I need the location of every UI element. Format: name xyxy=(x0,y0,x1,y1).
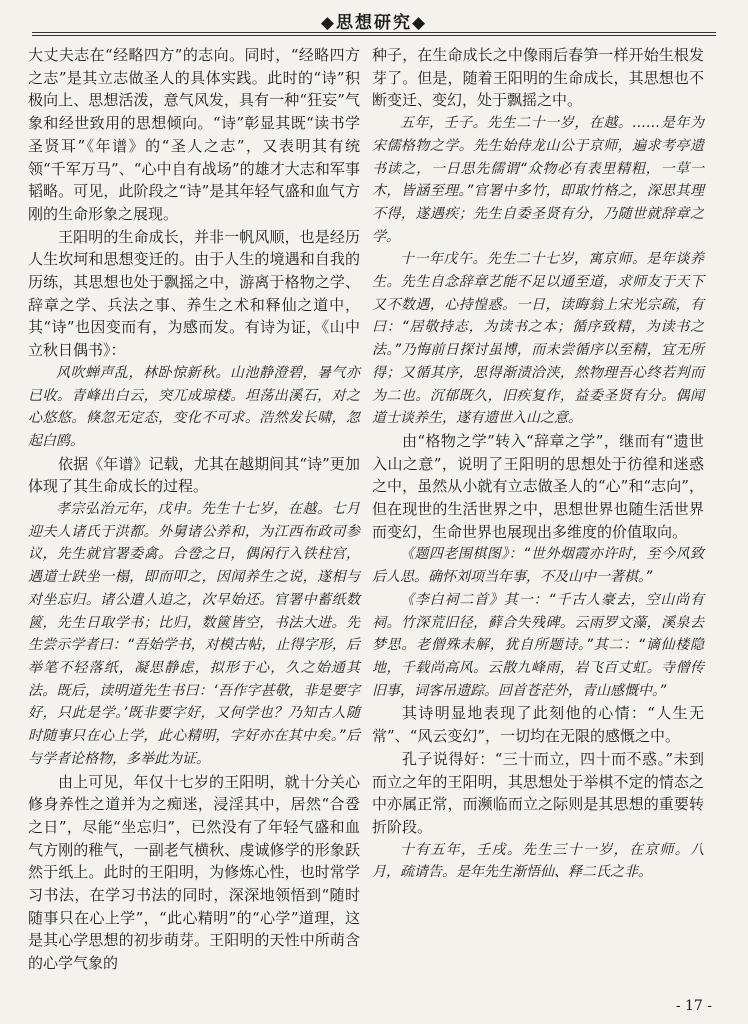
quoted-passage: 《题四老围棋图》：“世外烟霞亦许时，至今风致后人思。确怀刘项当年事，不及山中一著棋。” xyxy=(372,546,704,586)
right-column xyxy=(372,44,704,884)
quoted-passage: 五年，壬子。先生二十一岁，在越。……是年为宋儒格物之学。先生始侍龙山公于京师，遍求考亭遗书读之，一日思先儒谓“众物必有表里精粗，一草一木，皆涵至理。”官署中多竹，即取竹格之，深思其理不得，遂遇疾；先生自委圣贤有分，乃随世就辞章之学。 xyxy=(372,115,704,245)
section-header: ◆思想研究◆ xyxy=(320,13,428,33)
paragraph: 依据《年谱》记载，尤其在越期间其“诗”更加体现了其生命成长的过程。 xyxy=(28,454,360,496)
paragraph: 王阳明的生命成长，并非一帆风顺，也是经历人生坎坷和思想变迁的。由于人生的境遇和自我的历练，其思想也处于飘摇之中，游离于格物之学、辞章之学、兵法之事、养生之术和释仙之道中，其“诗”也因变而有，为感而发。有诗为证，《山中立秋日偶书》： xyxy=(28,227,360,360)
quoted-passage: 孝宗弘治元年，戊申。先生十七岁，在越。七月迎夫人诸氏于洪都。外舅诸公养和，为江西布政司参议，先生就官署委禽。合卺之日，偶闲行入铁柱宫，遇道士趺坐一榻，即而叩之，因闻养生之说，遂相与对坐忘归。诸公遣人追之，次早始还。官署中蓄纸数篋，先生日取学书；比归，数篋皆空，书法大进。先生尝示学者曰：“吾始学书，对模古帖，止得字形，后举笔不轻落纸，凝思静虑，拟形于心，久之始通其法。既后，读明道先生书曰：‘吾作字甚敬，非是要字好，只此是学。’既非要字好，又何学也？乃知古人随时随事只在心上学，此心精明，字好亦在其中矣。”后与学者论格物，多举此为证。 xyxy=(28,501,360,767)
paragraph: 大丈夫志在“经略四方”的志向。同时，“经略四方之志”是其立志做圣人的具体实践。此时的“诗”积极向上、思想活泼，意气风发，具有一种“狂妄”气象和经世致用的思想倾向。“诗”彰显其既“读书学圣贤耳”《年谱》的“圣人之志”，又表明其有统领“千军万马”、“心中自有战场”的雄才大志和军事韬略。可见，此阶段之“诗”是其年轻气盛和血气方刚的生命形象之展现。 xyxy=(28,46,360,223)
header-rule xyxy=(32,32,716,33)
header-rule-double xyxy=(32,35,716,36)
paragraph: 种子，在生命成长之中像雨后春笋一样开始生根发芽了。但是，随着王阳明的生命成长，其思想也不断变迁、变幻，处于飘摇之中。 xyxy=(372,46,704,110)
quoted-passage: 风吹蝉声乱，林卧惊新秋。山池静澄碧，暑气亦已收。青峰出白云，突兀成琼楼。坦荡出溪石，对之心悠悠。倏忽无定态，变化不可求。浩然发长啸，忽起白鸥。 xyxy=(28,364,360,449)
quoted-passage: 《李白祠二首》其一：“千古人豪去，空山尚有祠。竹深荒旧径，藓合失残碑。云雨罗文藻，溪泉去梦思。老僧殊未解，犹自所题诗。”其二：“谪仙楼隐地，千载尚高风。云散九峰雨，岩飞百丈虹。寺僧传旧事，词客吊遗踪。回首苍茫外，青山感慨中。” xyxy=(372,591,704,699)
paragraph: 孔子说得好：“三十而立，四十而不惑。”未到而立之年的王阳明，其思想处于举棋不定的情态之中亦属正常，而濒临而立之际则是其思想的重要转折阶段。 xyxy=(372,749,704,836)
paragraph: 由上可见，年仅十七岁的王阳明，就十分关心修身养性之道并为之痴迷，浸淫其中，居然“合卺之日”，尽能“坐忘归”，已然没有了年轻气盛和血气方刚的稚气，一副老气横秋、虔诚修学的形象跃然于纸上。此时的王阳明，为修炼心性，也时常学习书法，在学习书法的同时，深深地领悟到“随时随事只在心上学”，“此心精明”的“心学”道理，这是其心学思想的初步萌芽。王阳明的天性中所萌含的心学气象的 xyxy=(28,772,360,973)
quoted-passage: 十有五年，壬戌。先生三十一岁，在京师。八月，疏请告。是年先生渐悟仙、释二氏之非。 xyxy=(372,841,704,881)
paragraph: 其诗明显地表现了此刻他的心情：“人生无常”、“风云变幻”，一切均在无限的感慨之中。 xyxy=(372,704,704,746)
paragraph: 由“格物之学”转入“辞章之学”，继而有“遗世入山之意”，说明了王阳明的思想处于彷徨和迷惑之中，虽然从小就有立志做圣人的“心”和“志向”，但在现世的生活世界之中，思想世界也随生活世界而变幻，生命世界也展现出多维度的价值取向。 xyxy=(372,431,704,541)
quoted-passage: 十一年戊午。先生二十七岁，寓京师。是年谈养生。先生自念辞章艺能不足以通至道，求师友于天下又不数遇，心持惶惑。一日，读晦翁上宋光宗疏，有曰：“居敬持志，为读书之本；循序致精，为读书之法。”乃悔前日探讨虽博，而未尝循序以至精，宜无所得；又循其序，思得渐渍洽浃，然物理吾心终若判而为二也。沉郁既久，旧疾复作，益委圣贤有分。偶闻道士谈养生，遂有遗世入山之意。 xyxy=(372,251,704,427)
page-number: - 17 - xyxy=(675,998,712,1014)
left-column xyxy=(28,44,360,975)
